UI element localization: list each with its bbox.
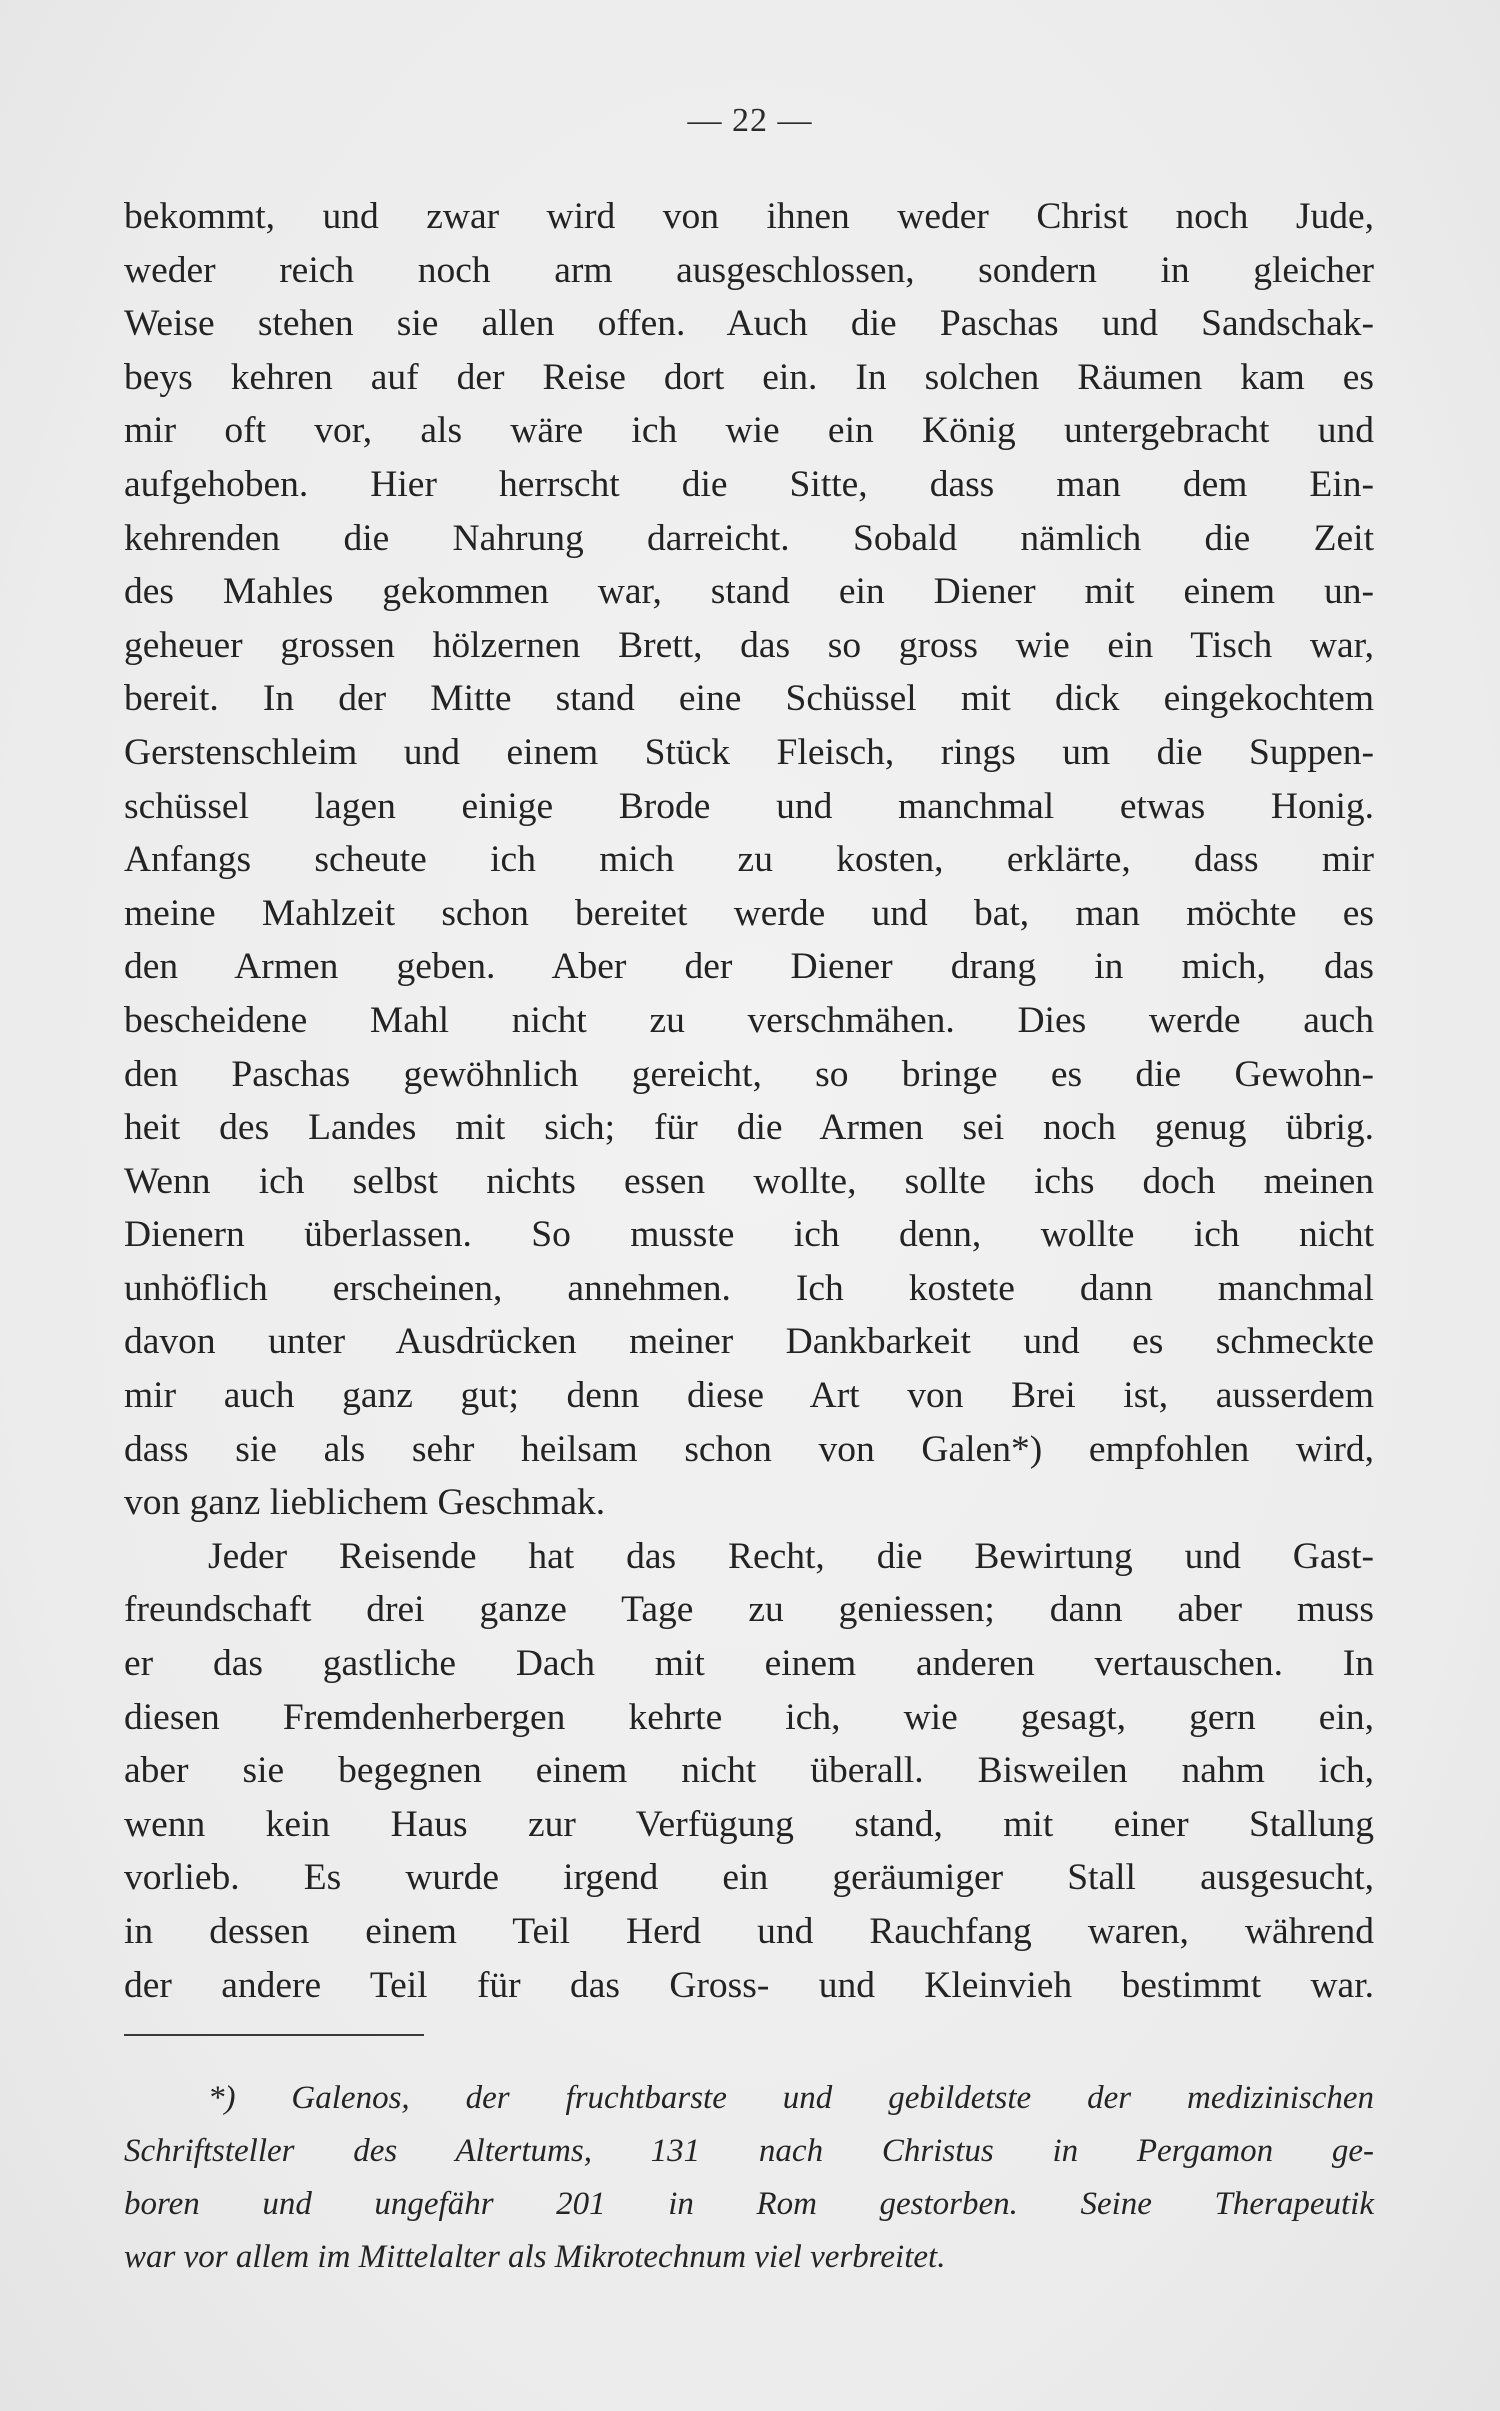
footnote-line: war vor allem im Mittelalter als Mikrotechnum viel verbreitet. bbox=[124, 2239, 946, 2275]
text-line: beys kehren auf der Reise dort ein. In solchen Räumen kam es bbox=[124, 356, 1374, 398]
text-line: Gerstenschleim und einem Stück Fleisch, rings um die Suppen- bbox=[124, 731, 1374, 773]
text-line: Weise stehen sie allen offen. Auch die Paschas und Sandschak- bbox=[124, 303, 1374, 345]
text-line: vorlieb. Es wurde irgend ein geräumiger Stall ausgesucht, bbox=[124, 1857, 1374, 1899]
text-line: von ganz lieblichem Geschmak. bbox=[124, 1482, 606, 1524]
text-line: bekommt, und zwar wird von ihnen weder Christ noch Jude, bbox=[124, 196, 1374, 237]
text-line: davon unter Ausdrücken meiner Dankbarkeit und es schmeckte bbox=[124, 1321, 1374, 1363]
footnote bbox=[124, 2072, 1374, 2284]
text-line: diesen Fremdenherbergen kehrte ich, wie gesagt, gern ein, bbox=[124, 1696, 1374, 1738]
text-line: er das gastliche Dach mit einem anderen vertauschen. In bbox=[124, 1643, 1374, 1685]
text-line: wenn kein Haus zur Verfügung stand, mit einer Stallung bbox=[124, 1803, 1374, 1845]
text-line: Dienern überlassen. So musste ich denn, wollte ich nicht bbox=[124, 1214, 1374, 1256]
footnote-line: *) Galenos, der fruchtbarste und gebildetste der medizinischen bbox=[208, 2080, 1374, 2116]
text-line: Wenn ich selbst nichts essen wollte, sollte ichs doch meinen bbox=[124, 1160, 1374, 1202]
footnote-divider bbox=[124, 2034, 424, 2036]
text-line: aber sie begegnen einem nicht überall. Bisweilen nahm ich, bbox=[124, 1750, 1374, 1792]
footnote-line: boren und ungefähr 201 in Rom gestorben. Seine Therapeutik bbox=[124, 2186, 1374, 2222]
text-line: den Armen geben. Aber der Diener drang in mich, das bbox=[124, 946, 1374, 988]
text-line: kehrenden die Nahrung darreicht. Sobald nämlich die Zeit bbox=[124, 517, 1374, 559]
text-line: unhöflich erscheinen, annehmen. Ich kostete dann manchmal bbox=[124, 1267, 1374, 1309]
body-text bbox=[124, 190, 1374, 2012]
text-line: aufgehoben. Hier herrscht die Sitte, dass man dem Ein- bbox=[124, 463, 1374, 505]
footnote-line: Schriftsteller des Altertums, 131 nach Christus in Pergamon ge- bbox=[124, 2133, 1374, 2169]
text-line: meine Mahlzeit schon bereitet werde und bat, man möchte es bbox=[124, 892, 1374, 934]
text-line: der andere Teil für das Gross- und Kleinvieh bestimmt war. bbox=[124, 1964, 1374, 2006]
text-line: bescheidene Mahl nicht zu verschmähen. Dies werde auch bbox=[124, 999, 1374, 1041]
text-line: in dessen einem Teil Herd und Rauchfang waren, während bbox=[124, 1911, 1374, 1952]
text-line: geheuer grossen hölzernen Brett, das so gross wie ein Tisch war, bbox=[124, 624, 1374, 666]
text-line: freundschaft drei ganze Tage zu geniessen; dann aber muss bbox=[124, 1589, 1374, 1631]
page-number: — 22 — bbox=[687, 102, 813, 139]
text-line: mir auch ganz gut; denn diese Art von Brei ist, ausserdem bbox=[124, 1375, 1374, 1417]
text-line: mir oft vor, als wäre ich wie ein König untergebracht und bbox=[124, 410, 1374, 452]
text-line: weder reich noch arm ausgeschlossen, sondern in gleicher bbox=[124, 249, 1374, 291]
text-line: bereit. In der Mitte stand eine Schüssel mit dick eingekochtem bbox=[124, 678, 1374, 720]
text-line: Jeder Reisende hat das Recht, die Bewirtung und Gast- bbox=[208, 1535, 1374, 1577]
text-line: Anfangs scheute ich mich zu kosten, erklärte, dass mir bbox=[124, 839, 1374, 881]
text-line: heit des Landes mit sich; für die Armen sei noch genug übrig. bbox=[124, 1107, 1374, 1149]
text-line: schüssel lagen einige Brode und manchmal etwas Honig. bbox=[124, 785, 1374, 827]
text-line: des Mahles gekommen war, stand ein Diener mit einem un- bbox=[124, 571, 1374, 613]
text-line: den Paschas gewöhnlich gereicht, so bringe es die Gewohn- bbox=[124, 1053, 1374, 1095]
text-line: dass sie als sehr heilsam schon von Galen*) empfohlen wird, bbox=[124, 1428, 1374, 1470]
